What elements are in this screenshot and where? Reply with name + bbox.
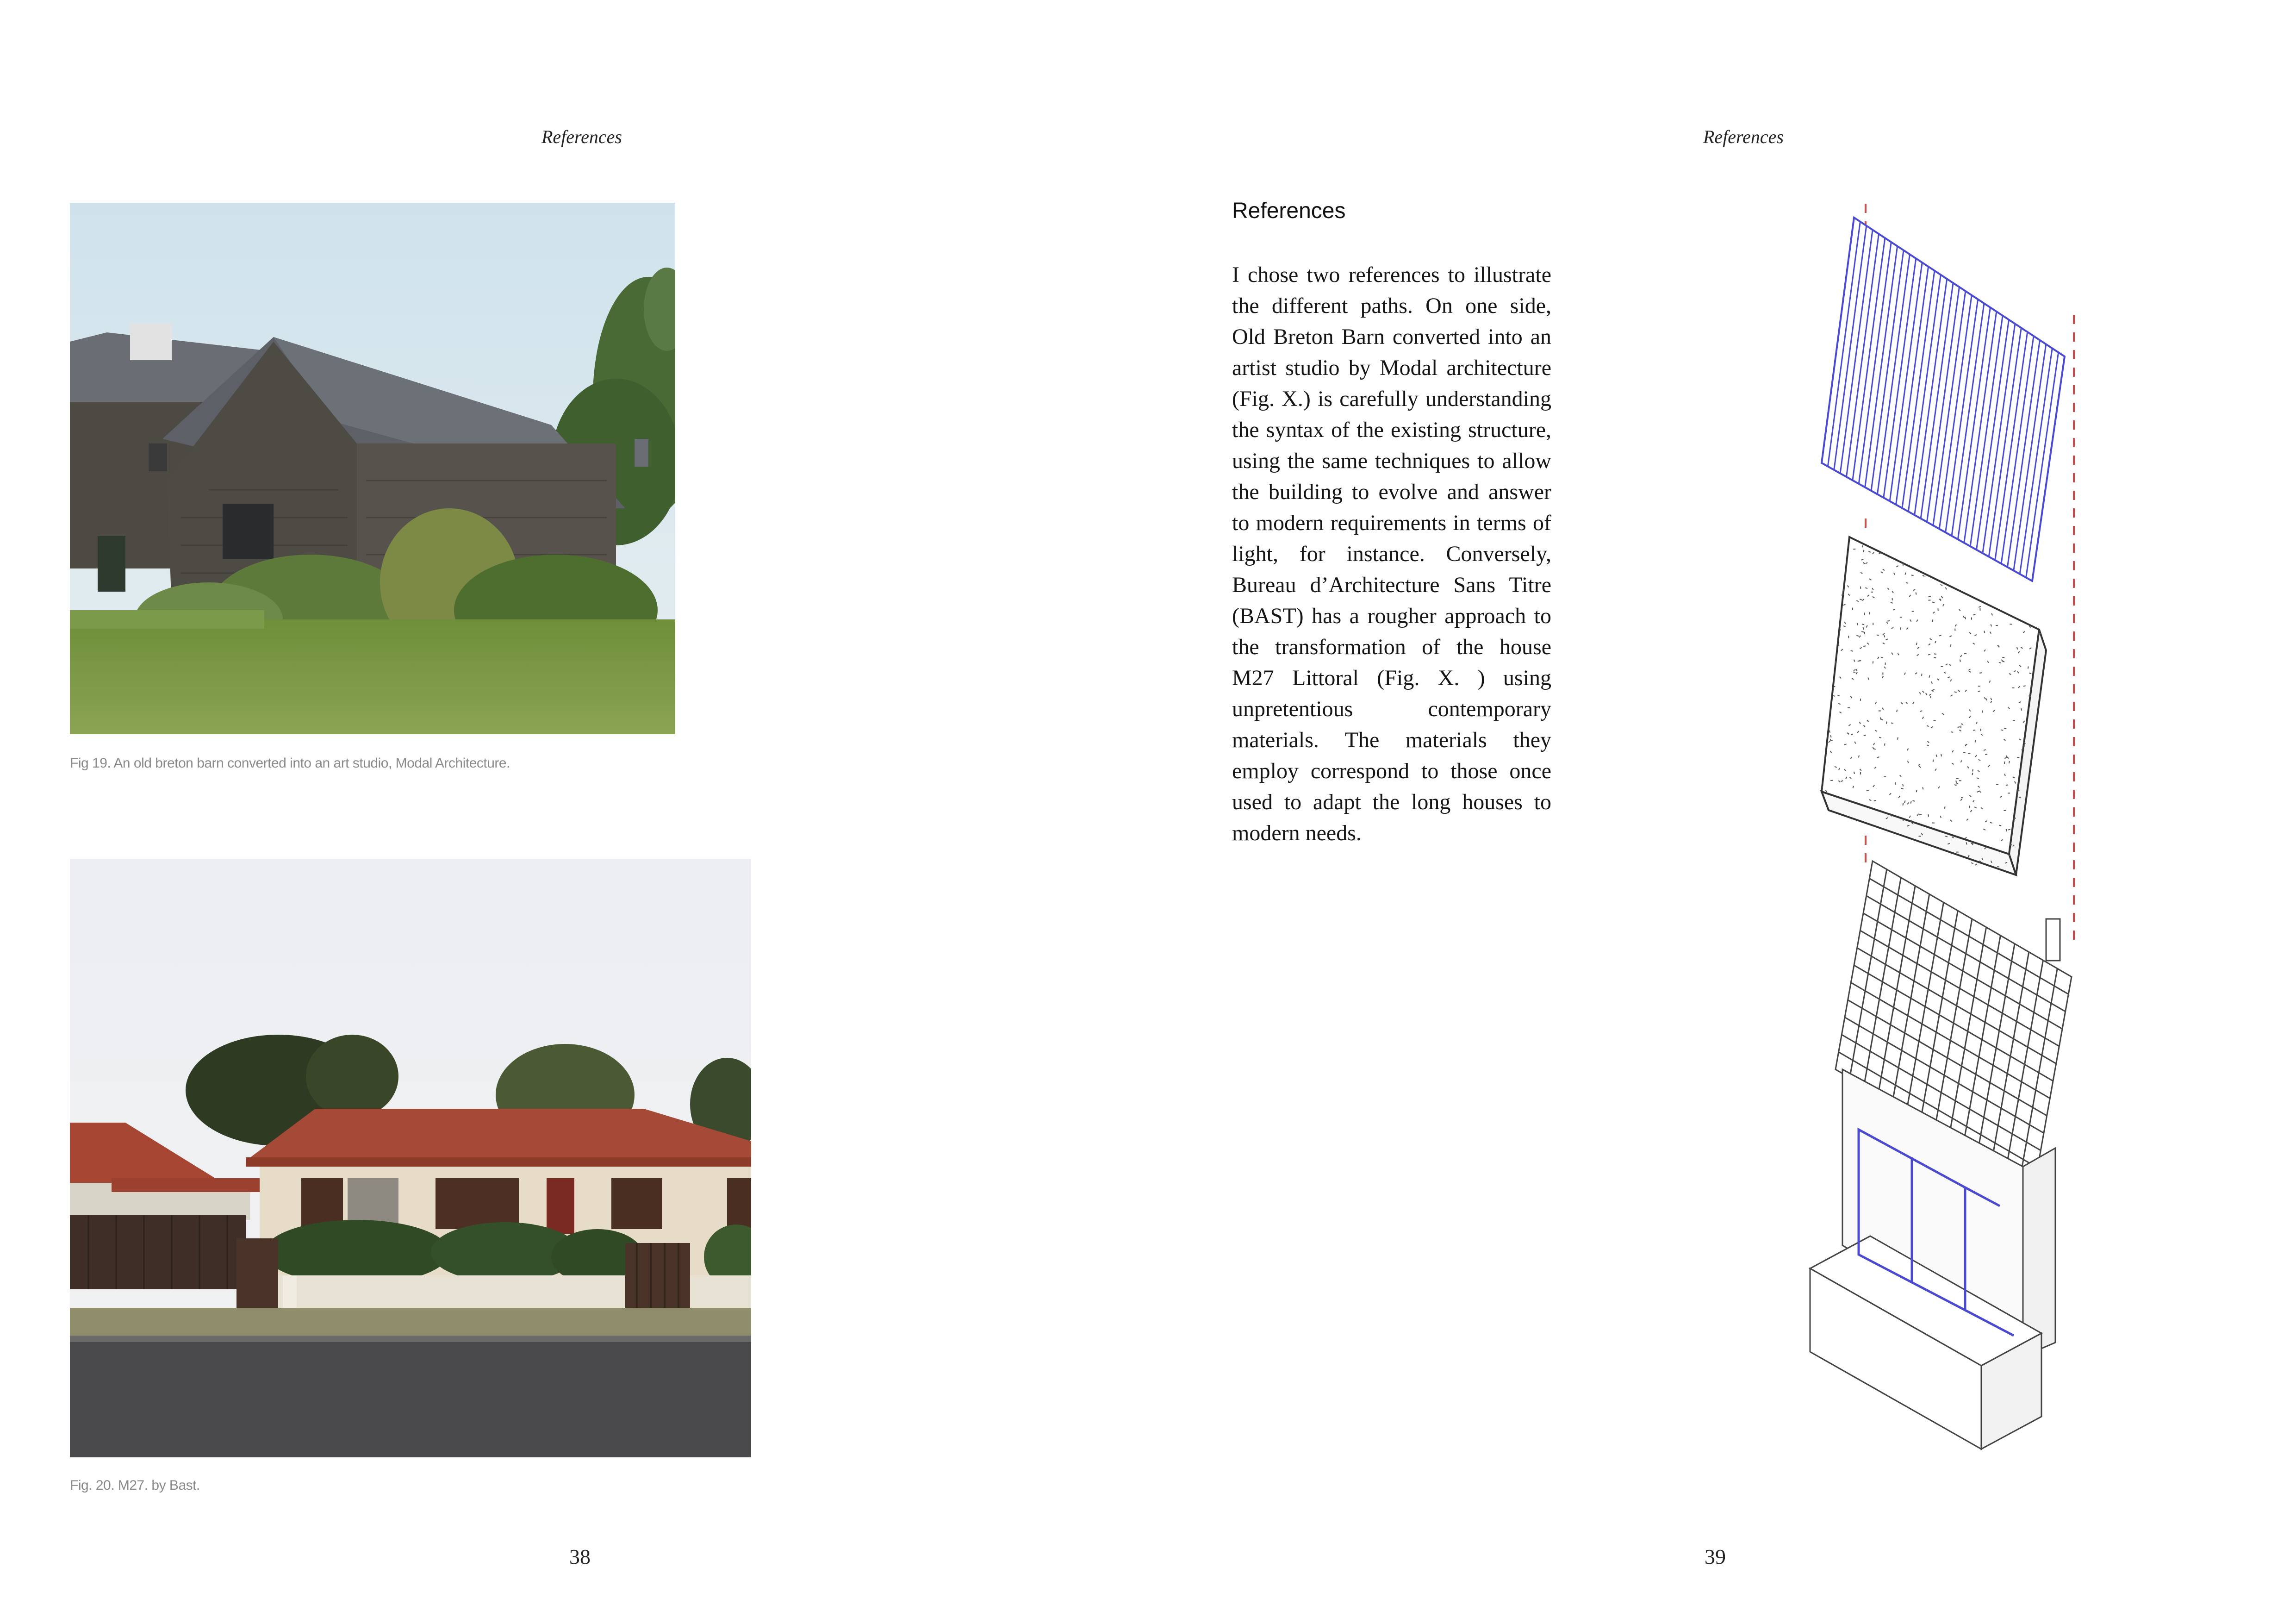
running-head: References (1703, 126, 1784, 147)
existing-wall-layer (1810, 1069, 2055, 1449)
concrete-speckle (1969, 806, 1970, 808)
concrete-speckle (1971, 862, 1973, 864)
concrete-speckle (1859, 660, 1861, 661)
concrete-speckle (1941, 666, 1943, 667)
concrete-speckle (1975, 740, 1976, 743)
concrete-speckle (1867, 790, 1869, 791)
body-paragraph: I chose two references to illustrate the different paths. On one side, Old Breton Barn converted into an artist studio by Modal architecture (Fig. X.) is carefully understanding the syntax of the existing structure, using the same techniques to allow the building to evolve and answer to modern requirements in terms of light, for instance. Conversely, Bureau d’Architecture Sans Titre (BAST) has a rougher approach to the transformation of the house M27 Littoral (Fig. X. ) using unpretentious contemporary materials. The materials they employ correspond to those once used to adapt the long houses to modern needs. (1232, 262, 1551, 845)
concrete-speckle (1900, 617, 1902, 618)
concrete-speckle (1912, 611, 1914, 612)
concrete-speckle (1900, 627, 1901, 630)
concrete-speckle (1885, 662, 1886, 665)
concrete-speckle (1979, 608, 1980, 611)
concrete-speckle (1959, 780, 1961, 781)
concrete-speckle (2022, 745, 2025, 746)
concrete-speckle (1996, 784, 1998, 785)
section-title: References (1232, 199, 1346, 223)
concrete-speckle (1860, 587, 1861, 589)
page-number: 39 (1705, 1545, 1726, 1568)
concrete-speckle (1871, 592, 1873, 593)
corrugated-sheet-layer (1822, 218, 2065, 581)
concrete-speckle (1864, 632, 1865, 634)
concrete-speckle (2004, 762, 2005, 764)
house-photo-image (70, 859, 751, 1457)
concrete-speckle (1975, 863, 1977, 866)
figure-caption-19: Fig 19. An old breton barn converted into an art studio, Modal Architecture. (70, 756, 510, 771)
concrete-speckle (1852, 608, 1853, 610)
concrete-speckle (1956, 778, 1959, 779)
barn-photo (70, 203, 675, 734)
concrete-speckle (1830, 740, 1833, 741)
concrete-speckle (2010, 844, 2012, 845)
concrete-panel-layer (1821, 537, 2046, 875)
concrete-speckle (1954, 629, 1955, 631)
barn-photo-image (70, 203, 675, 734)
concrete-speckle (2038, 633, 2041, 634)
concrete-speckle (1853, 549, 1855, 550)
concrete-speckle (1895, 782, 1896, 785)
right-page (1148, 0, 2296, 1624)
running-head: References (541, 126, 622, 147)
concrete-speckle (1971, 618, 1972, 620)
concrete-speckle (1919, 836, 1921, 837)
exploded-axonometric-drawing (1782, 199, 2296, 1458)
concrete-speckle (1869, 612, 1870, 614)
concrete-speckle (1980, 729, 1981, 731)
concrete-speckle (1932, 823, 1935, 824)
concrete-speckle (1884, 776, 1886, 777)
concrete-speckle (1964, 653, 1966, 654)
concrete-speckle (1860, 772, 1861, 775)
concrete-speckle (1879, 710, 1881, 711)
concrete-speckle (1956, 852, 1959, 853)
concrete-speckle (1960, 726, 1961, 728)
house-photo (70, 859, 751, 1457)
concrete-speckle (1882, 673, 1883, 675)
page-number: 38 (569, 1545, 591, 1568)
figure-caption-20: Fig. 20. M27. by Bast. (70, 1478, 200, 1493)
concrete-speckle (2012, 687, 2014, 688)
